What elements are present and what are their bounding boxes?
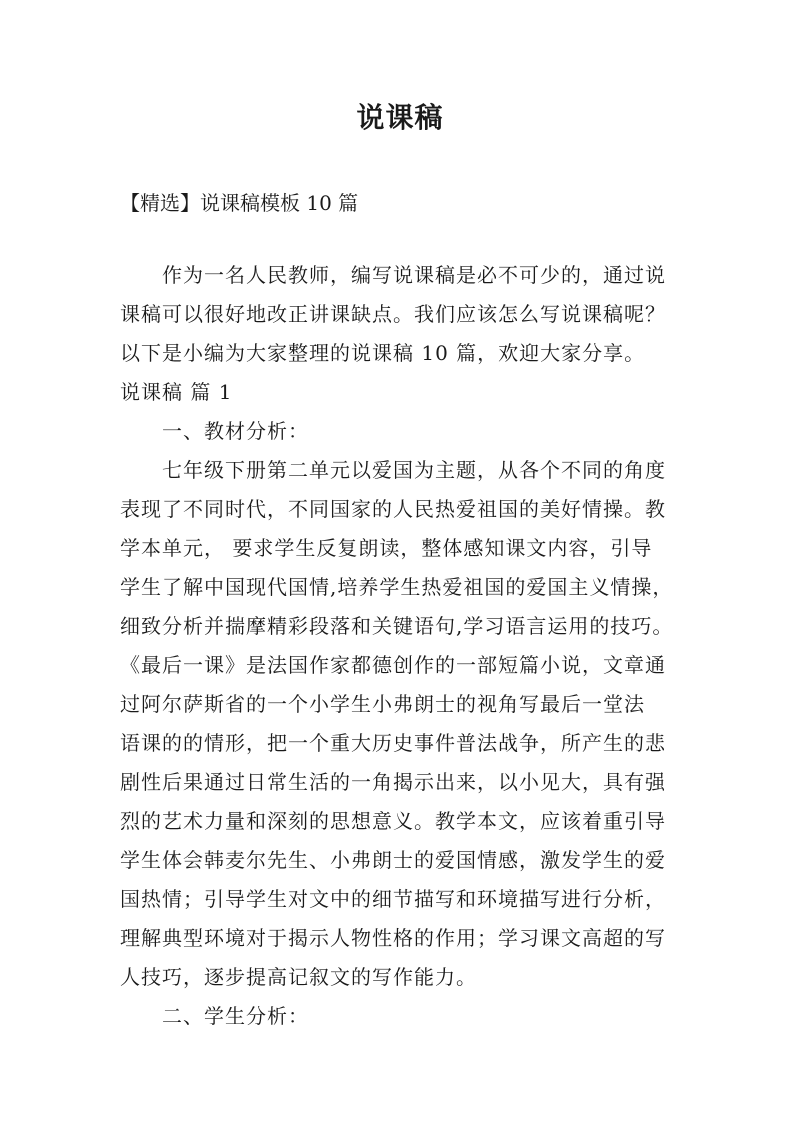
paragraph-line: 学本单元， 要求学生反复朗读，整体感知课文内容，引导 [120,536,653,560]
paragraph-line: 语课的的情形，把一个重大历史事件普法战争，所产生的悲 [120,731,666,755]
paragraph-line: 学生体会韩麦尔先生、小弗朗士的爱国情感，激发学生的爱 [120,848,666,872]
paragraph-line: 剧性后果通过日常生活的一角揭示出来，以小见大，具有强 [120,770,666,794]
paragraph-line: 七年级下册第二单元以爱国为主题，从各个不同的角度 [162,458,666,482]
page-title: 说课稿 [356,101,444,134]
section-heading: 说课稿 篇 1 [120,380,233,404]
subsection-heading: 二、学生分析： [162,1004,309,1028]
paragraph-line: 理解典型环境对于揭示人物性格的作用；学习课文高超的写 [120,926,666,950]
paragraph-line: 以下是小编为大家整理的说课稿 10 篇，欢迎大家分享。 [120,341,646,365]
paragraph-line: 课稿可以很好地改正讲课缺点。我们应该怎么写说课稿呢？ [120,302,666,326]
paragraph-line: 人技巧，逐步提高记叙文的写作能力。 [120,965,477,989]
paragraph-line: 烈的艺术力量和深刻的思想意义。教学本文，应该着重引导 [120,809,666,833]
paragraph-line: 《最后一课》是法国作家都德创作的一部短篇小说，文章通 [120,653,666,677]
subsection-heading: 一、教材分析： [162,419,309,443]
paragraph-line: 过阿尔萨斯省的一个小学生小弗朗士的视角写最后一堂法 [120,692,645,716]
paragraph-line: 学生了解中国现代国情,培养学生热爱祖国的爱国主义情操， [120,575,674,599]
document-subtitle: 【精选】说课稿模板 10 篇 [120,191,359,215]
paragraph-line: 表现了不同时代，不同国家的人民热爱祖国的美好情操。教 [120,497,666,521]
paragraph-line: 作为一名人民教师，编写说课稿是必不可少的，通过说 [162,263,666,287]
paragraph-line: 细致分析并揣摩精彩段落和关键语句,学习语言运用的技巧。 [120,614,674,638]
paragraph-line: 国热情；引导学生对文中的细节描写和环境描写进行分析， [120,887,666,911]
